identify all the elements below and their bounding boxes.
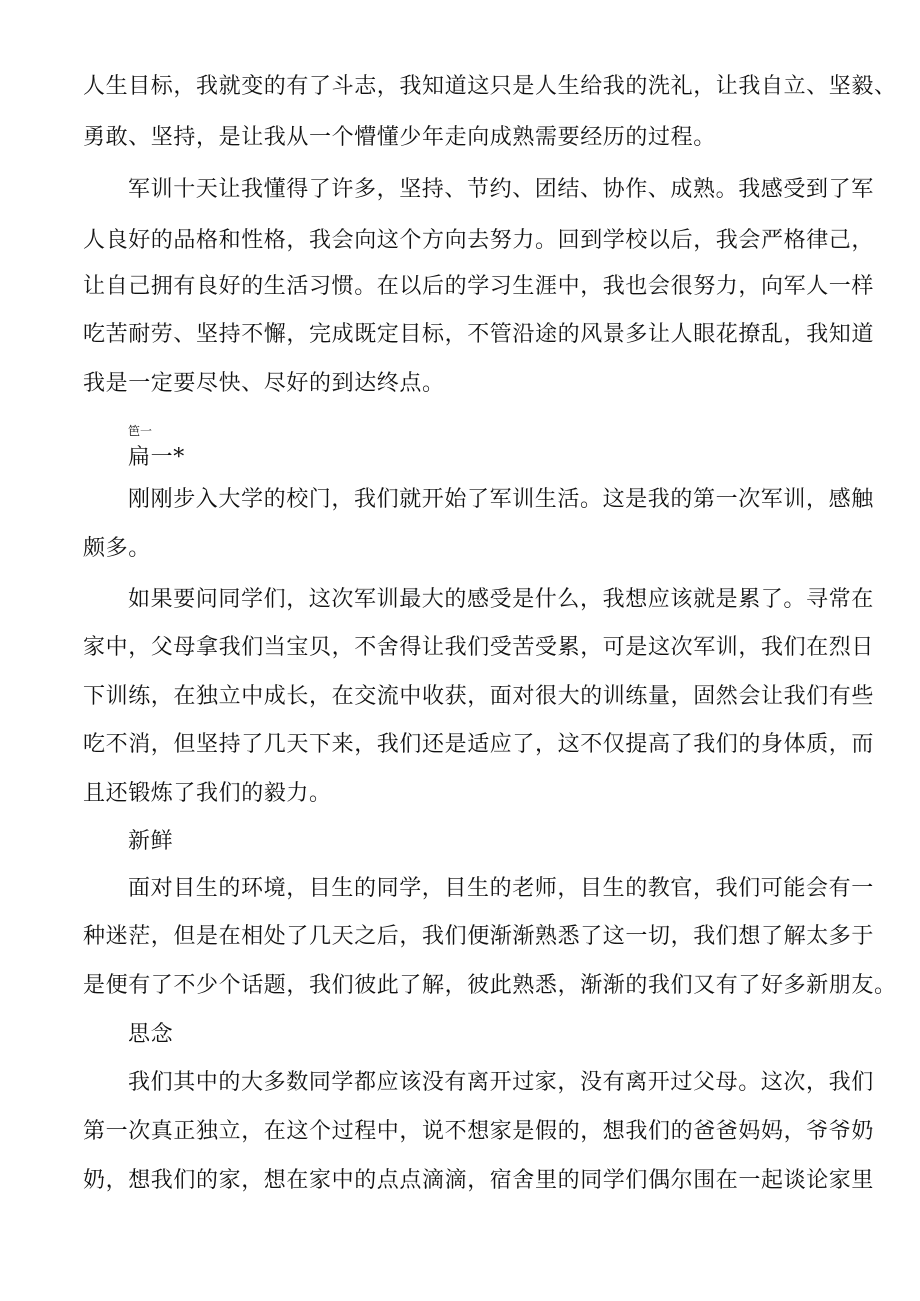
text-line: 第一次真正独立，在这个过程中，说不想家是假的，想我们的爸爸妈妈，爷爷奶 (83, 1119, 875, 1144)
text-line: 军训十天让我懂得了许多，坚持、节约、团结、协作、成熟。我感受到了军 (128, 177, 874, 202)
text-line: 勇敢、坚持，是让我从一个懵懂少年走向成熟需要经历的过程。 (83, 125, 716, 150)
text-line: 让自己拥有良好的生活习惯。在以后的学习生涯中，我也会很努力，向军人一样 (83, 274, 875, 299)
text-line: 颇多。 (83, 536, 151, 561)
section-heading: 思念 (128, 1022, 174, 1047)
text-line: 奶，想我们的家，想在家中的点点滴滴，宿舍里的同学们偶尔围在一起谈论家里 (83, 1168, 875, 1193)
text-line: 面对目生的环境，目生的同学，目生的老师，目生的教官，我们可能会有一 (128, 876, 874, 901)
text-line: 吃苦耐劳、坚持不懈，完成既定目标，不管沿途的风景多让人眼花撩乱，我知道 (83, 322, 875, 347)
text-line: 如果要问同学们，这次军训最大的感受是什么，我想应该就是累了。寻常在 (128, 587, 874, 612)
text-line: 我是一定要尽快、尽好的到达终点。 (83, 371, 445, 396)
text-line: 人生目标，我就变的有了斗志，我知道这只是人生给我的洗礼，让我自立、坚毅、 (83, 74, 897, 99)
text-line: 家中，父母拿我们当宝贝，不舍得让我们受苦受累，可是这次军训，我们在烈日 (83, 635, 875, 660)
text-line: 种迷茫，但是在相处了几天之后，我们便渐渐熟悉了这一切，我们想了解太多于 (83, 924, 875, 949)
text-line: 我们其中的大多数同学都应该没有离开过家，没有离开过父母。这次，我们 (128, 1070, 874, 1095)
section-heading: 新鲜 (128, 829, 174, 854)
text-line: 下训练，在独立中成长，在交流中收获，面对很大的训练量，固然会让我们有些 (83, 684, 875, 709)
text-line: 且还锻炼了我们的毅力。 (83, 781, 332, 806)
text-line: 人良好的品格和性格，我会向这个方向去努力。回到学校以后，我会严格律己， (83, 228, 875, 253)
text-line: 是便有了不少个话题，我们彼此了解，彼此熟悉，渐渐的我们又有了好多新朋友。 (83, 973, 897, 998)
text-line: 刚刚步入大学的校门，我们就开始了军训生活。这是我的第一次军训，感触 (128, 487, 874, 512)
section-heading: 扁一* (128, 445, 185, 470)
section-marker: 笆一 (128, 424, 153, 438)
text-line: 吃不消，但坚持了几天下来，我们还是适应了，这不仅提高了我们的身体质，而 (83, 732, 875, 757)
